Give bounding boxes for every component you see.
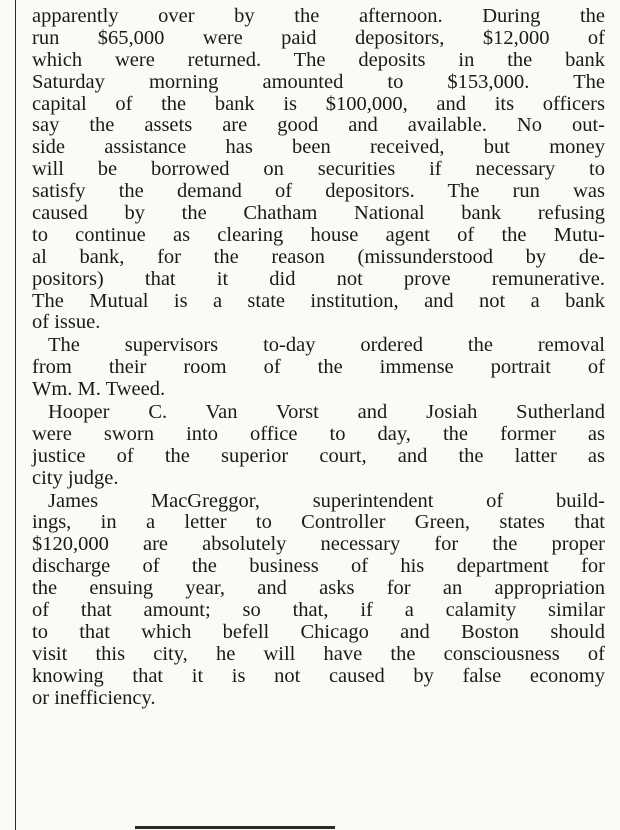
text-line: James MacGreggor, superintendent of build- [48, 489, 605, 512]
text-line: Saturday morning amounted to $153,000. The [32, 70, 605, 93]
text-line: ings, in a letter to Controller Green, states that [32, 511, 605, 534]
text-line: al bank, for the reason (missunderstood by de- [32, 245, 605, 268]
paragraph-buildings-appropriation [32, 491, 605, 710]
text-line: city judge. [32, 466, 119, 489]
text-line: $120,000 are absolutely necessary for the proper [32, 533, 605, 556]
column-rule [15, 0, 16, 830]
text-line: positors) that it did not prove remunerative. [32, 267, 605, 290]
text-line: The supervisors to-day ordered the removal [48, 334, 605, 357]
section-divider-rule [135, 826, 335, 829]
text-line: which were returned. The deposits in the bank [32, 48, 605, 71]
text-line: to that which befell Chicago and Boston should [32, 620, 605, 643]
text-line: of issue. [32, 311, 101, 334]
text-line: capital of the bank is $100,000, and its officers [32, 92, 605, 115]
text-line: will be borrowed on securities if necessary to [32, 158, 605, 181]
text-line: say the assets are good and available. No out- [32, 114, 605, 137]
text-line: the ensuing year, and asks for an appropriation [32, 577, 605, 600]
text-line: of that amount; so that, if a calamity similar [32, 599, 605, 622]
text-line: caused by the Chatham National bank refusing [32, 202, 605, 225]
text-line: to continue as clearing house agent of the Mutu- [32, 223, 605, 246]
article-column [32, 6, 605, 710]
text-line: discharge of the business of his department for [32, 555, 605, 578]
text-line: side assistance has been received, but money [32, 136, 605, 159]
text-line: Wm. M. Tweed. [32, 378, 166, 401]
text-line: from their room of the immense portrait of [32, 356, 605, 379]
text-line: visit this city, he will have the consciousness of [32, 642, 605, 665]
text-line: run $65,000 were paid depositors, $12,000 of [32, 26, 605, 49]
text-line: justice of the superior court, and the latter as [32, 444, 605, 467]
text-line: or inefficiency. [32, 686, 156, 709]
paragraph-tweed-portrait [32, 335, 605, 401]
text-line: knowing that it is not caused by false economy [32, 664, 605, 687]
paragraph-bank-run [32, 6, 605, 334]
paragraph-sworn-in [32, 402, 605, 490]
text-line: apparently over by the afternoon. During the [32, 5, 605, 27]
text-line: were sworn into office to day, the former as [32, 422, 605, 445]
text-line: Hooper C. Van Vorst and Josiah Sutherland [48, 401, 605, 424]
text-line: The Mutual is a state institution, and not a bank [32, 289, 605, 312]
text-line: satisfy the demand of depositors. The run was [32, 180, 605, 203]
